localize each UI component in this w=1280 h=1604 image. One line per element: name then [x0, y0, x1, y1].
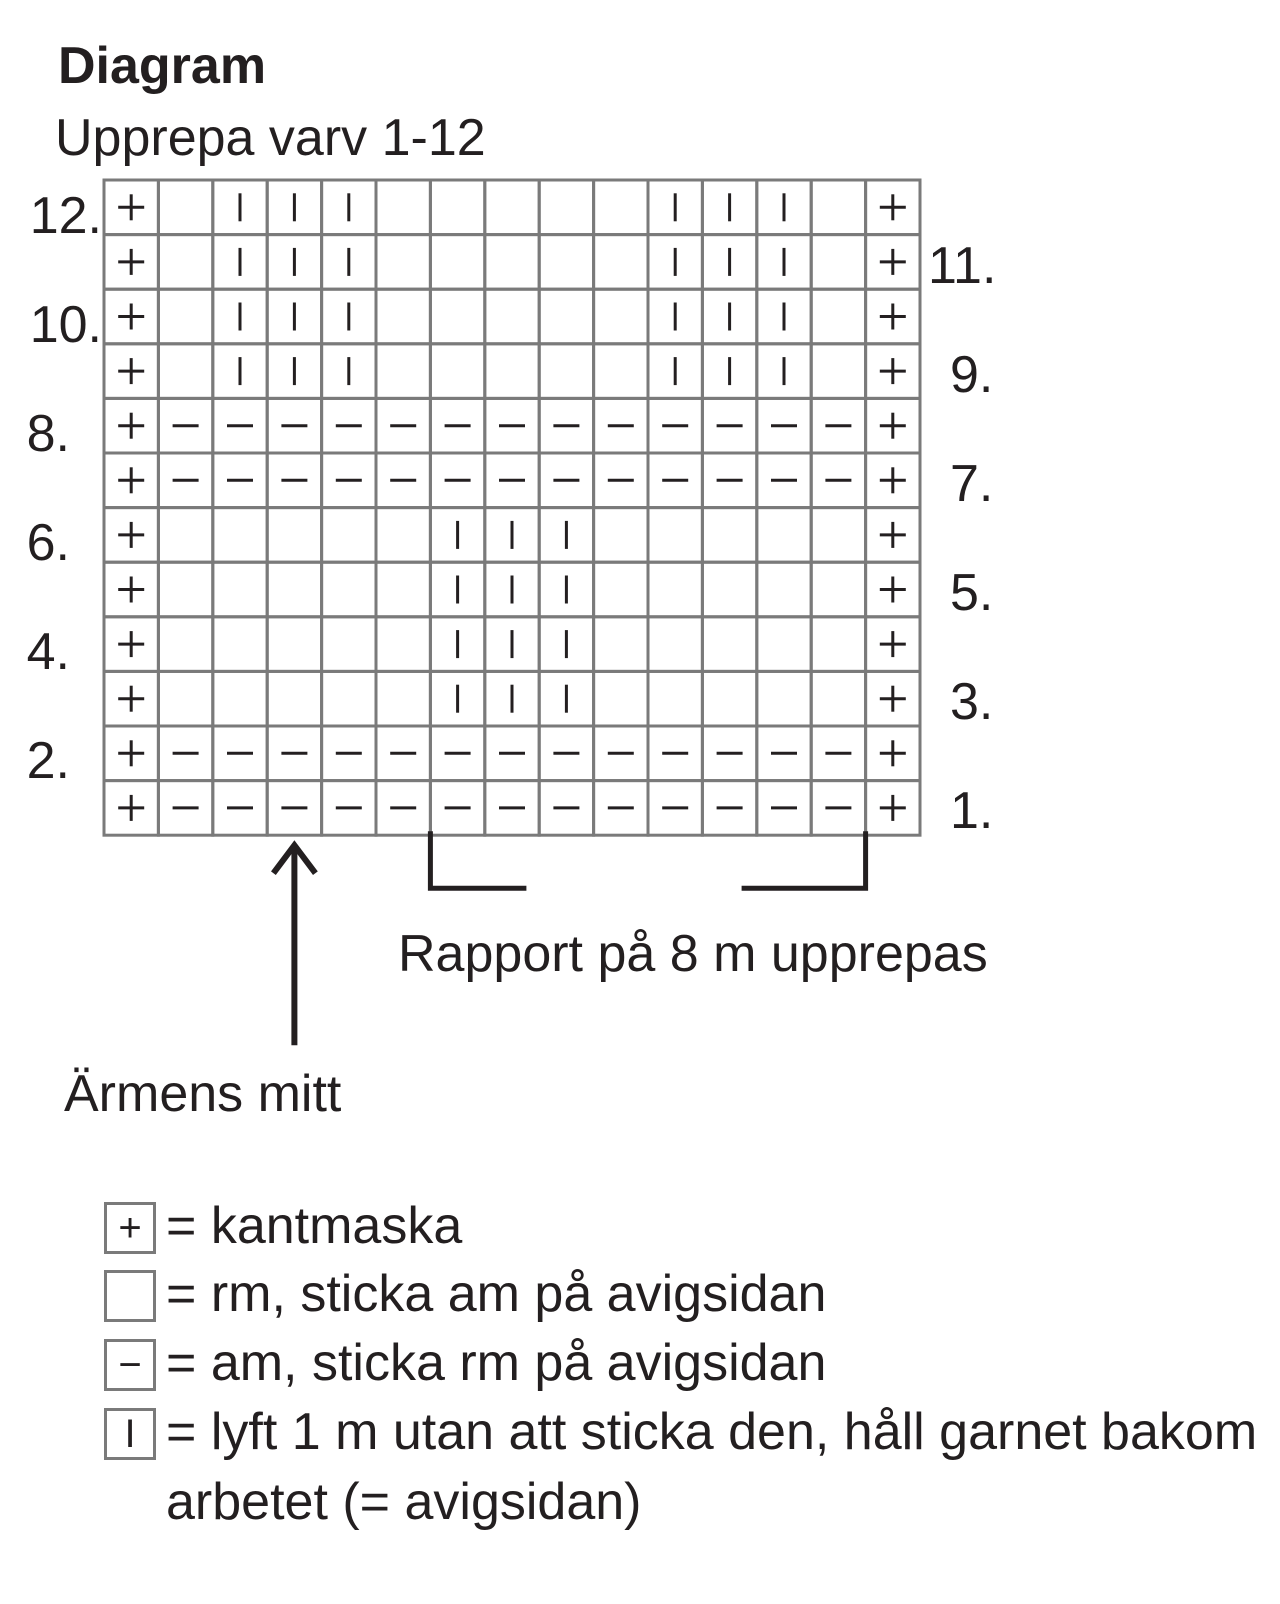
- grid-cell: [322, 562, 376, 617]
- grid-cell: [594, 617, 648, 672]
- grid-cell: [702, 617, 756, 672]
- repeat-caption: Rapport på 8 m upprepas: [398, 925, 988, 983]
- sleeve-center-caption: Ärmens mitt: [64, 1065, 342, 1123]
- grid-cell: [322, 671, 376, 726]
- grid-cell: [430, 289, 484, 344]
- grid-cell: [811, 671, 865, 726]
- grid-cell: [267, 508, 321, 563]
- grid-cell: [811, 508, 865, 563]
- grid-cell: [376, 562, 430, 617]
- grid-cell: [267, 671, 321, 726]
- grid-cell: [376, 235, 430, 290]
- diagram-title: Diagram: [58, 37, 267, 95]
- grid-cell: [430, 344, 484, 399]
- grid-cell: [702, 508, 756, 563]
- legend-symbol-dash: −: [104, 1339, 156, 1391]
- grid-cell: [376, 671, 430, 726]
- grid-cell: [213, 508, 267, 563]
- grid-cell: [539, 344, 593, 399]
- legend-text: = kantmaska: [166, 1197, 463, 1255]
- grid-cell: [158, 562, 212, 617]
- grid-cell: [757, 562, 811, 617]
- grid-cell: [811, 180, 865, 235]
- grid-cell: [213, 562, 267, 617]
- grid-cell: [539, 289, 593, 344]
- grid-cell: [430, 180, 484, 235]
- grid-cell: [757, 508, 811, 563]
- grid-cell: [376, 180, 430, 235]
- row-label-5: 5.: [950, 564, 994, 622]
- grid-cell: [485, 344, 539, 399]
- grid-cell: [158, 508, 212, 563]
- grid-cell: [594, 180, 648, 235]
- grid-cell: [811, 289, 865, 344]
- grid-cell: [811, 235, 865, 290]
- legend-symbol-bar: I: [104, 1408, 156, 1460]
- row-label-2: 2.: [26, 732, 70, 790]
- grid-cell: [811, 562, 865, 617]
- grid-cell: [648, 562, 702, 617]
- grid-cell: [594, 289, 648, 344]
- grid-cell: [376, 289, 430, 344]
- row-label-6: 6.: [26, 514, 70, 572]
- legend-text: = lyft 1 m utan att sticka den, håll garnet bakom: [166, 1403, 1258, 1461]
- grid-cell: [648, 671, 702, 726]
- row-label-1: 1.: [950, 782, 994, 840]
- grid-cell: [757, 671, 811, 726]
- grid-cell: [158, 617, 212, 672]
- grid-cell: [213, 671, 267, 726]
- grid-cell: [267, 617, 321, 672]
- row-label-10: 10.: [29, 296, 102, 354]
- grid-cell: [702, 562, 756, 617]
- row-label-4: 4.: [26, 623, 70, 681]
- row-label-8: 8.: [26, 405, 70, 463]
- grid-cell: [376, 508, 430, 563]
- legend-symbol-plus: +: [104, 1202, 156, 1254]
- legend-text: = rm, sticka am på avigsidan: [166, 1265, 827, 1323]
- row-label-12: 12.: [29, 187, 102, 245]
- grid-cell: [811, 617, 865, 672]
- legend-text-continued: arbetet (= avigsidan): [166, 1473, 642, 1531]
- grid-cell: [158, 344, 212, 399]
- grid-cell: [648, 617, 702, 672]
- grid-cell: [702, 671, 756, 726]
- row-label-3: 3.: [950, 673, 994, 731]
- grid-cell: [594, 344, 648, 399]
- grid-cell: [757, 617, 811, 672]
- grid-cell: [322, 617, 376, 672]
- grid-cell: [267, 562, 321, 617]
- grid-cell: [322, 508, 376, 563]
- grid-cell: [376, 344, 430, 399]
- repeat-bracket-left: [430, 831, 526, 888]
- grid-cell: [539, 180, 593, 235]
- grid-cell: [594, 562, 648, 617]
- grid-cell: [430, 235, 484, 290]
- grid-cell: [213, 617, 267, 672]
- grid-cell: [594, 671, 648, 726]
- grid-cell: [158, 180, 212, 235]
- row-label-9: 9.: [950, 346, 994, 404]
- grid-cell: [648, 508, 702, 563]
- grid-cell: [158, 235, 212, 290]
- grid-cell: [158, 671, 212, 726]
- grid-cell: [539, 235, 593, 290]
- legend-text: = am, sticka rm på avigsidan: [166, 1334, 827, 1392]
- grid-cell: [376, 617, 430, 672]
- grid-cell: [594, 508, 648, 563]
- legend-symbol-empty: [104, 1270, 156, 1322]
- grid-cell: [158, 289, 212, 344]
- grid-cell: [485, 289, 539, 344]
- grid-cell: [811, 344, 865, 399]
- grid-cell: [485, 180, 539, 235]
- grid-cell: [485, 235, 539, 290]
- diagram-subtitle: Upprepa varv 1-12: [55, 109, 486, 167]
- row-label-11: 11.: [928, 237, 997, 295]
- repeat-bracket-right: [742, 831, 866, 888]
- row-label-7: 7.: [950, 455, 994, 513]
- grid-cell: [594, 235, 648, 290]
